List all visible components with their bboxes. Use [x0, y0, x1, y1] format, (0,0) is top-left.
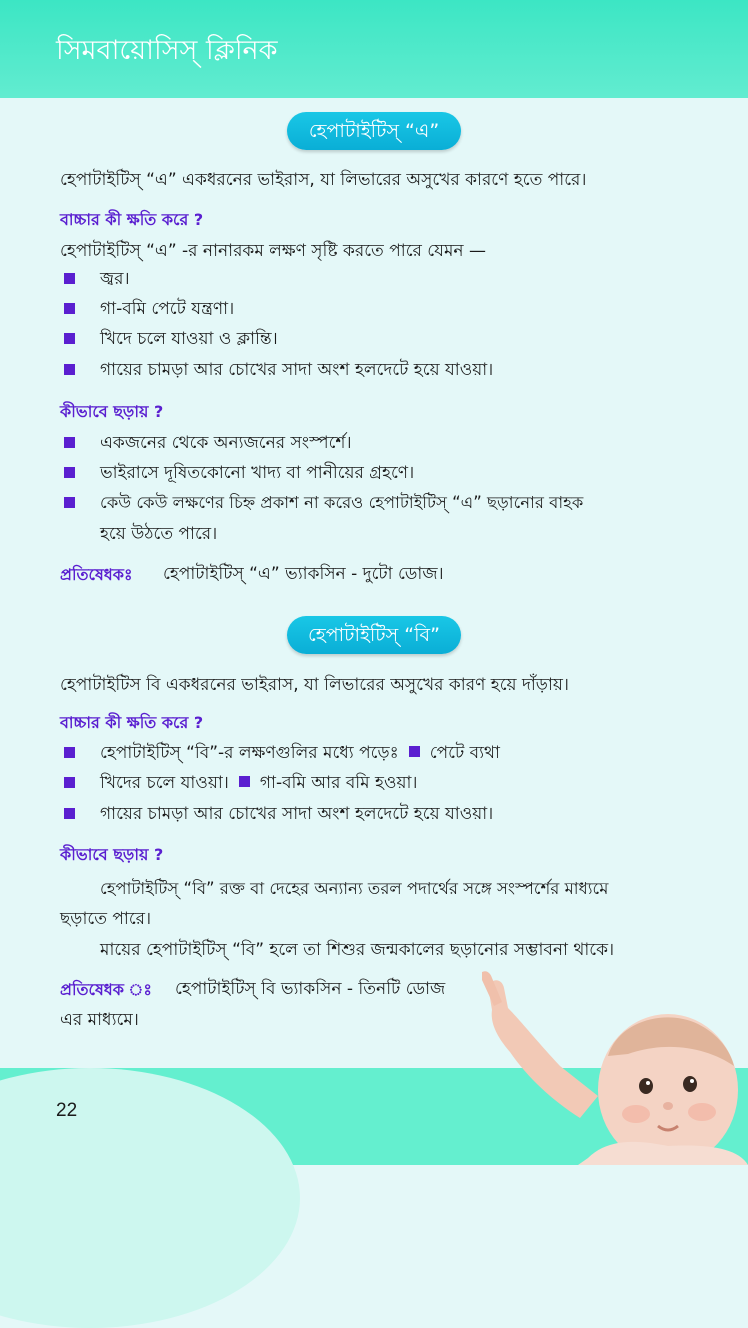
bullet-icon: [409, 746, 420, 757]
hep-b-symptom-line-1: [100, 740, 500, 768]
hep-b-symptom-text: পেটে ব্যথা: [429, 743, 500, 763]
hep-a-spread-item: একজনের থেকে অন্যজনের সংস্পর্শে।: [100, 433, 352, 453]
hep-b-prevention-label: প্রতিষেধক ঃ: [60, 980, 152, 999]
section-heading-hep-a: হেপাটাইটিস্ “এ”: [287, 112, 461, 150]
hep-a-prevention-text: হেপাটাইটিস্ “এ” ভ্যাকসিন - দুটো ডোজ।: [163, 564, 444, 584]
bullet-icon: [64, 364, 75, 375]
baby-pointing-illustration: [468, 968, 748, 1165]
hep-a-harm-question: বাচ্চার কী ক্ষতি করে ?: [60, 210, 204, 229]
hep-a-symptom: জ্বর।: [100, 269, 130, 289]
bullet-icon: [64, 437, 75, 448]
bullet-icon: [64, 273, 75, 284]
hep-a-symptoms-intro: হেপাটাইটিস্ “এ” -র নানারকম লক্ষণ সৃষ্টি করতে পারে যেমন —: [60, 241, 486, 261]
hep-b-prevention-cont: এর মাধ্যমে।: [60, 1010, 139, 1030]
bullet-icon: [64, 747, 75, 758]
hep-a-symptom: গা-বমি পেটে যন্ত্রণা।: [100, 299, 235, 319]
bullet-icon: [64, 497, 75, 508]
hep-b-spread-para-1: হেপাটাইটিস্ “বি” রক্ত বা দেহের অন্যান্য তরল পদার্থের সঙ্গে সংস্পর্শের মাধ্যমে: [100, 879, 609, 898]
hep-b-prevention-text: হেপাটাইটিস্ বি ভ্যাকসিন - তিনটি ডোজ: [175, 979, 446, 999]
bullet-icon: [64, 467, 75, 478]
hep-a-symptom: গায়ের চামড়া আর চোখের সাদা অংশ হলদেটে হয়ে যাওয়া।: [100, 360, 494, 380]
hep-b-intro: হেপাটাইটিস বি একধরনের ভাইরাস, যা লিভারের অসুখের কারণ হয়ে দাঁড়ায়।: [60, 675, 569, 695]
hep-b-symptom-line-3: গায়ের চামড়া আর চোখের সাদা অংশ হলদেটে হয়ে যাওয়া।: [100, 804, 494, 824]
hep-a-spread-item: ভাইরাসে দূষিতকোনো খাদ্য বা পানীয়ের গ্রহণে।: [100, 463, 415, 483]
hep-b-symptom-text: খিদের চলে যাওয়া।: [100, 773, 229, 793]
hep-b-symptom-text: গা-বমি আর বমি হওয়া।: [259, 773, 418, 793]
hep-b-harm-question: বাচ্চার কী ক্ষতি করে ?: [60, 713, 204, 732]
hep-a-spread-item-continued: হয়ে উঠতে পারে।: [100, 524, 218, 544]
bullet-icon: [64, 333, 75, 344]
page-number: 22: [56, 1100, 78, 1121]
hep-b-symptom-text: হেপাটাইটিস্ “বি”-র লক্ষণগুলির মধ্যে পড়েঃ: [100, 743, 399, 763]
hep-a-spread-item: কেউ কেউ লক্ষণের চিহ্ন প্রকাশ না করেও হেপাটাইটিস্ “এ” ছড়ানোর বাহক: [100, 493, 584, 512]
bullet-icon: [64, 303, 75, 314]
bullet-icon: [64, 777, 75, 788]
section-heading-hep-b: হেপাটাইটিস্ “বি”: [287, 616, 461, 654]
page-title: সিমবায়োসিস্ ক্লিনিক: [56, 35, 278, 66]
bullet-icon: [64, 808, 75, 819]
hep-b-symptom-line-2: [100, 770, 418, 798]
hep-a-intro: হেপাটাইটিস্ “এ” একধরনের ভাইরাস, যা লিভারের অসুখের কারণে হতে পারে।: [60, 170, 587, 190]
hep-a-spread-question: কীভাবে ছড়ায় ?: [60, 402, 164, 421]
hep-b-spread-question: কীভাবে ছড়ায় ?: [60, 845, 164, 864]
bullet-icon: [239, 776, 250, 787]
hep-a-prevention-label: প্রতিষেধকঃ: [60, 565, 133, 584]
hep-b-spread-para-2: মায়ের হেপাটাইটিস্ “বি” হলে তা শিশুর জন্মকালের ছড়ানোর সম্ভাবনা থাকে।: [100, 940, 615, 960]
hep-a-symptom: খিদে চলে যাওয়া ও ক্লান্তি।: [100, 329, 278, 349]
hep-b-spread-para-1-cont: ছড়াতে পারে।: [60, 909, 152, 929]
